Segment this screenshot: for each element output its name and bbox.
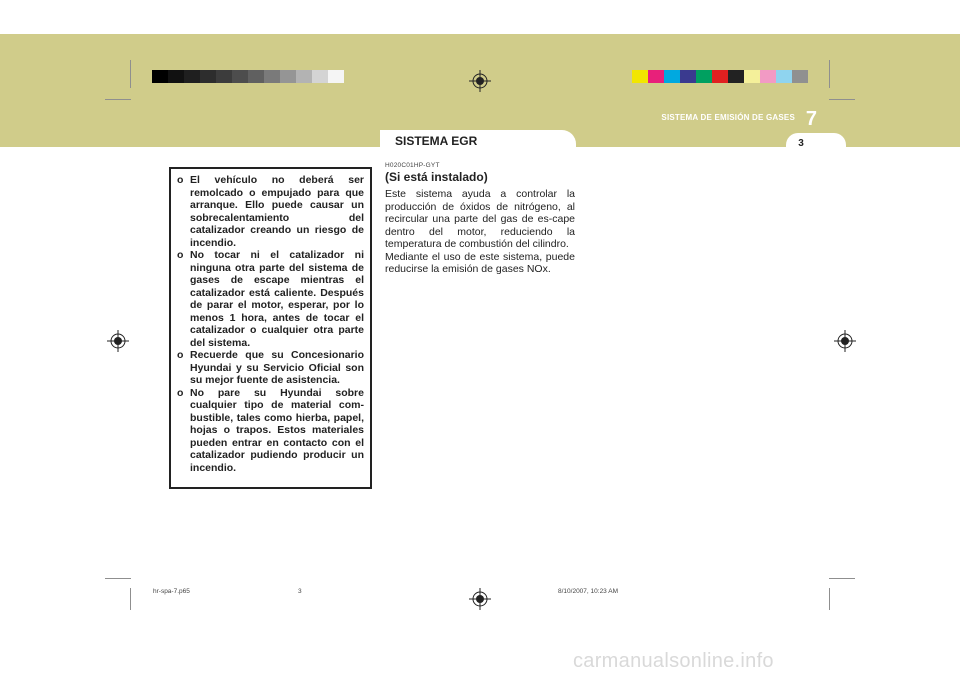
color-swatch (648, 70, 664, 83)
color-swatch (216, 70, 232, 83)
crop-mark (829, 99, 855, 100)
color-swatch (232, 70, 248, 83)
footer-page-number: 3 (298, 588, 302, 595)
section-title: SISTEMA EGR (395, 134, 478, 148)
gray-calibration-bar (152, 70, 344, 83)
color-swatch (200, 70, 216, 83)
bullet: o (177, 249, 184, 261)
color-swatch (728, 70, 744, 83)
warning-text: No tocar ni el catalizador ni ninguna otra parte del sistema de gases de escape mientras el catalizador está caliente. Después de parar el motor, esperar, por lo menos 1 hora, antes de tocar el catalizador o cualquier otra parte del sistema. (190, 249, 364, 349)
warning-text: El vehículo no deberá ser remolcado o empujado para que arranque. Ello puede causar un sobrecalentamiento del catalizador creando un riesgo de incendio. (190, 174, 364, 249)
color-swatch (280, 70, 296, 83)
color-swatch (776, 70, 792, 83)
warning-item (177, 387, 364, 475)
color-swatch (328, 70, 344, 83)
reference-code: H020C01HP-GYT (385, 162, 440, 169)
color-swatch (760, 70, 776, 83)
color-swatch (744, 70, 760, 83)
registration-mark-icon (469, 588, 491, 610)
color-calibration-bar (632, 70, 808, 83)
color-swatch (696, 70, 712, 83)
crop-mark (105, 99, 131, 100)
color-swatch (664, 70, 680, 83)
crop-mark (829, 588, 830, 610)
bullet: o (177, 174, 184, 186)
footer-date: 8/10/2007, 10:23 AM (558, 588, 618, 595)
color-swatch (264, 70, 280, 83)
warning-item (177, 349, 364, 387)
warning-item (177, 174, 364, 249)
crop-mark (130, 60, 131, 88)
color-swatch (168, 70, 184, 83)
paragraph: Este sistema ayuda a controlar la producción de óxidos de nitrógeno, al recircular una parte del gas de es-cape dentro del motor, reduciendo la temperatura de combustión del cilindro. (385, 188, 575, 250)
crop-mark (829, 60, 830, 88)
bullet: o (177, 386, 184, 399)
color-swatch (632, 70, 648, 83)
color-swatch (248, 70, 264, 83)
warning-box (169, 167, 372, 489)
color-swatch (184, 70, 200, 83)
chapter-title: SISTEMA DE EMISIÓN DE GASES (661, 113, 795, 122)
page-number: 3 (798, 138, 804, 149)
subheading: (Si está instalado) (385, 170, 488, 184)
content-column (385, 162, 575, 276)
footer-filename: hr-spa-7.p65 (153, 588, 190, 595)
color-swatch (296, 70, 312, 83)
bullet: o (177, 349, 184, 361)
registration-mark-icon (469, 70, 491, 92)
color-swatch (312, 70, 328, 83)
warning-item (177, 249, 364, 349)
paragraph: Mediante el uso de este sistema, puede reducirse la emisión de gases NOx. (385, 250, 575, 275)
registration-mark-icon (107, 330, 129, 352)
crop-mark (829, 578, 855, 579)
color-swatch (792, 70, 808, 83)
crop-mark (130, 588, 131, 610)
crop-mark (105, 578, 131, 579)
warning-text: Recuerde que su Concesionario Hyundai y su Servicio Oficial son su mejor fuente de asistencia. (190, 349, 364, 386)
color-swatch (712, 70, 728, 83)
registration-mark-icon (834, 330, 856, 352)
chapter-number: 7 (805, 108, 817, 130)
warning-text: No pare su Hyundai sobre cualquier tipo de material com-bustible, tales como hierba, papel, hojas o trapos. Estos materiales pueden entrar en contacto con el catalizador pudiendo producir un incendio. (190, 386, 364, 474)
watermark: carmanualsonline.info (573, 650, 774, 672)
color-swatch (152, 70, 168, 83)
color-swatch (680, 70, 696, 83)
